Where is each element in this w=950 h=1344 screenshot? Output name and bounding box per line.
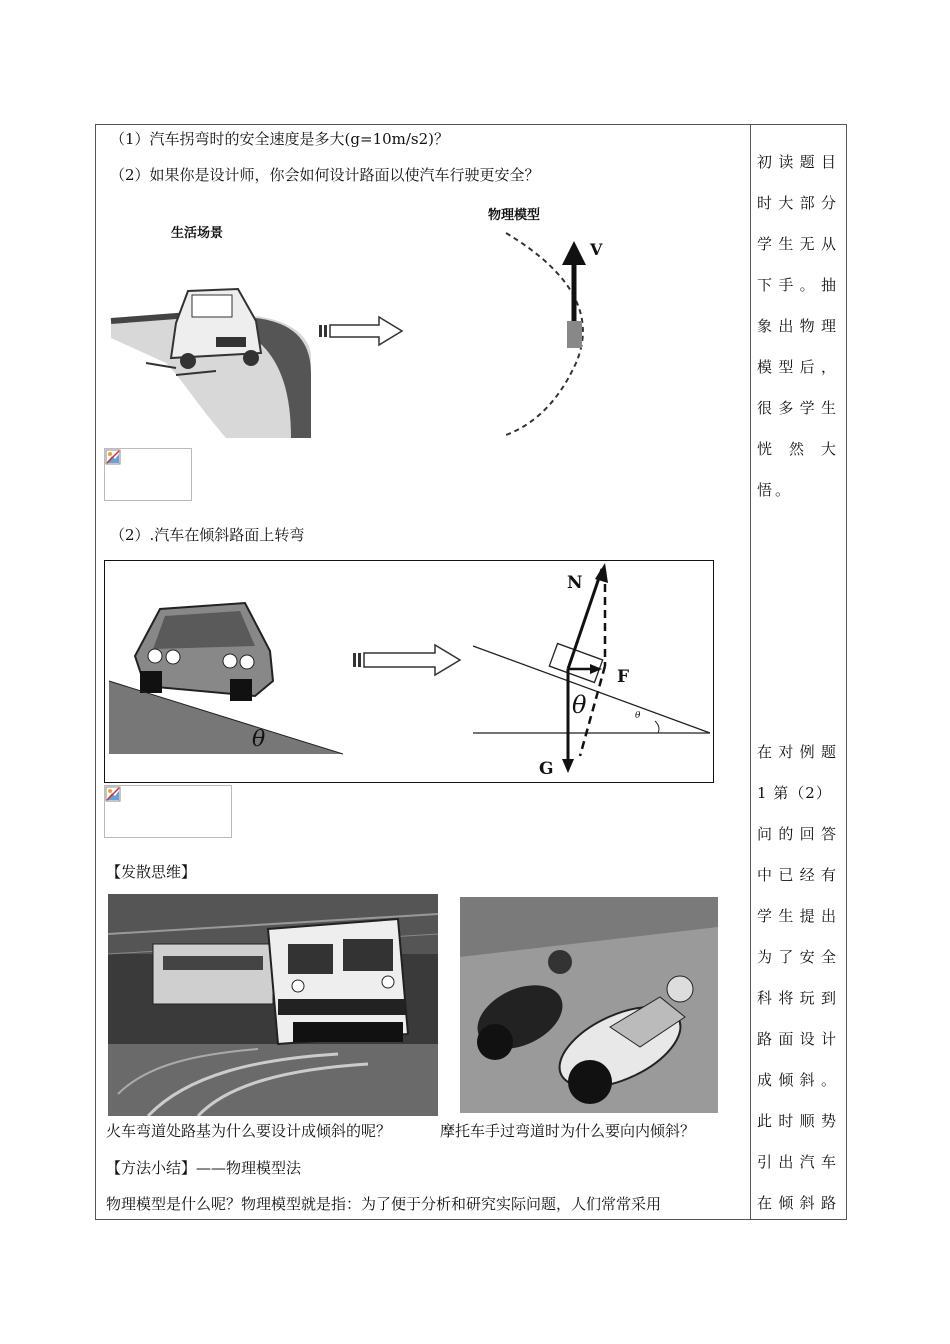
side-note-line: 学生提出 [757, 907, 839, 925]
broken-image-icon [105, 449, 121, 465]
side-note-line: 模型后， [757, 358, 839, 376]
theta-label-car: θ [252, 727, 266, 752]
side-note-line: 为了安全 [757, 948, 839, 966]
side-note-1 [757, 142, 839, 511]
train-photo [108, 894, 438, 1116]
side-note-line: 在倾斜路 [757, 1194, 839, 1212]
scene-model-drawing [106, 203, 626, 448]
incline-angle-arc [655, 721, 659, 733]
side-note-line: 问的回答 [757, 825, 839, 843]
broken-image-placeholder [104, 448, 192, 501]
model-block [567, 321, 582, 348]
f-label: F [617, 667, 630, 687]
question-2: （2）如果你是设计师，你会如何设计路面以使汽车行驶更安全？ [110, 166, 540, 184]
motorbike-photo [460, 897, 718, 1113]
side-note-line: 很多学生 [757, 399, 839, 417]
side-note-line: 1 第（2） [757, 784, 832, 802]
moto-caption: 摩托车手过弯道时为什么要向内倾斜？ [440, 1122, 696, 1140]
train-drawing [108, 894, 438, 1116]
g-label: G [539, 759, 554, 779]
train-caption: 火车弯道处路基为什么要设计成倾斜的呢？ [106, 1122, 392, 1140]
figure-inclined-road [104, 560, 714, 783]
n-label: N [567, 573, 583, 593]
side-note-line: 悟。 [757, 481, 794, 499]
side-note-line: 此时顺势 [757, 1112, 839, 1130]
side-note-line: 路面设计 [757, 1030, 839, 1048]
side-note-line: 下手。抽 [757, 276, 839, 294]
hollow-arrow-2 [353, 645, 460, 675]
diverge-heading: 【发散思维】 [106, 863, 197, 881]
side-note-line: 科将玩到 [757, 989, 839, 1007]
side-note-line: 学生无从 [757, 235, 839, 253]
side-note-line: 时大部分 [757, 194, 839, 212]
broken-image-icon [105, 786, 121, 802]
model-label: 物理模型 [488, 208, 541, 223]
question-1: （1）汽车拐弯时的安全速度是多大(g=10m/s2)？ [110, 130, 450, 148]
scene-label: 生活场景 [171, 226, 224, 241]
car-on-slope [109, 603, 343, 754]
theta-label-force: θ [572, 691, 587, 719]
method-heading: 【方法小结】——物理模型法 [106, 1159, 302, 1177]
side-note-line: 成倾斜。 [757, 1071, 839, 1089]
method-text: 物理模型是什么呢？物理模型就是指：为了便于分析和研究实际问题，人们常常采用 [106, 1195, 662, 1213]
side-note-line: 在对例题 [757, 743, 839, 761]
velocity-arrow-head [562, 241, 586, 265]
broken-image-placeholder-2 [104, 785, 232, 838]
inclined-road-heading: （2）.汽车在倾斜路面上转弯 [110, 526, 305, 544]
theta-label-small: θ [635, 711, 641, 721]
side-note-2 [757, 732, 839, 1224]
side-note-line: 象出物理 [757, 317, 839, 335]
motorbike-drawing [460, 897, 718, 1113]
figure-scene-to-model [106, 203, 626, 448]
v-label: V [590, 240, 603, 259]
hollow-arrow-1 [319, 317, 402, 345]
gravity-arrow-head [562, 759, 574, 773]
document-table [95, 124, 847, 1220]
side-note-line: 中已经有 [757, 866, 839, 884]
column-divider [750, 125, 751, 1219]
side-note-line: 引出汽车 [757, 1153, 839, 1171]
side-note-line: 恍 然 大 [757, 440, 839, 458]
side-note-line: 初读题目 [757, 153, 839, 171]
